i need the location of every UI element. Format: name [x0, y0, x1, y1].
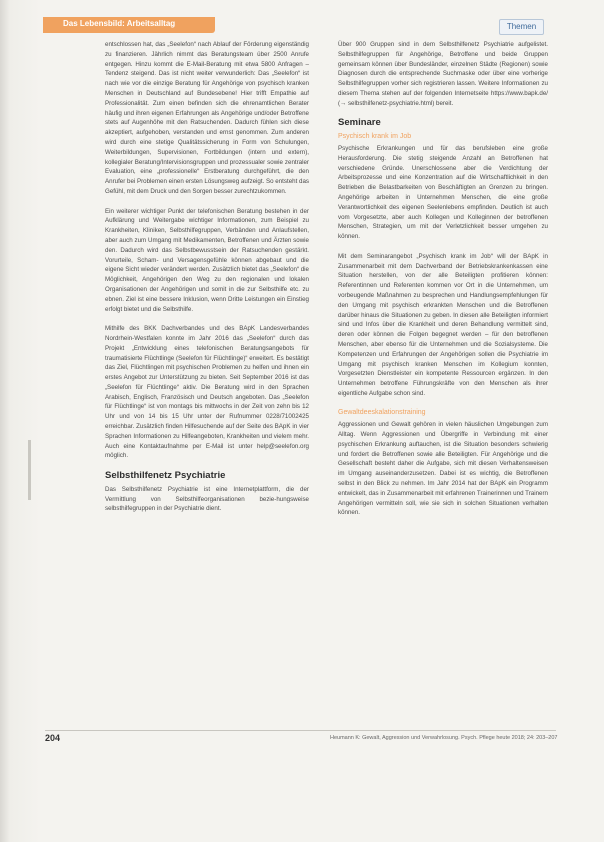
left-paragraph-2: Ein weiterer wichtiger Punkt der telefonischen Beratung bestehen in der Aufklärung und Weitergabe wichtiger Informationen, zum Beispiel zu Krankheiten, Kliniken, Selbsthilfegruppen, Verbänden und Anlaufstellen, aber auch zum Umgang mit Medikamenten, Betroffenen und Ärzten sowie den. Dadurch wird das Selbstbewusstsein der Ratsuchenden gestärkt. Vorurteile, Scham- und Versagensgefühle können abgebaut und die eigene Sicht wieder verändert werden. Zusätzlich bietet das „Seelefon“ die Möglichkeit, Angehörigen den Weg zu den regionalen und lokalen Organisationen der Angehörigen und somit in die zur Selbsthilfe etc. zu ebnen. Ziel ist eine bessere Inklusion, wenn Dritte Leistungen ein Einstieg erfolgt bietet und die Selbsthilfe.	[105, 207, 309, 313]
right-paragraph-1: Psychische Erkrankungen und für das berufsleben eine große Herausforderung. Die stetig steigende Anzahl an Betroffenen hat verschiedene Gründe. Unerschlossene aber die Verdichtung der Arbeitsprozesse und eine Konzentration auf die Wirtschaftlichkeit in den Betrieben die Belastbarkeiten von Beschäftigten an Grenzen zu bringen. Angehörige arbeiten in Unternehmen Menschen, die eine große Verantwortlichkeit des eigenen Seelenlebens empfinden. Deutlich ist auch vom Vorgesetzte, aber auch Kollegen und Kolleginnen der betroffenen Menschen, Strategien, um mit der Verletzlichkeit besser umgehen zu können.	[338, 144, 548, 241]
section-header-bar	[43, 17, 215, 33]
left-paragraph-4: Das Selbsthilfenetz Psychiatrie ist eine Internetplattform, die der Vermittlung von Selbsthilfeorganisationen bezie-hungsweise selbsthilfegruppen in der Psychiatrie dient.	[105, 485, 309, 513]
left-paragraph-1: entschlossen hat, das „Seelefon“ nach Ablauf der Förderung eigenständig zu finanzieren. Jährlich nimmt das Beratungsteam über 2500 Anrufe entgegen. Hinzu kommt die E-Mail-Beratung mit etwa 5800 Anfragen – Tendenz steigend. Das ist nicht weiter verwunderlich: Das „Seelefon“ ist nach wie vor die einzige Beratung für Angehörige von psychisch kranken Menschen in Deutschland auf Bundesebene! Hier trifft Empathie auf Professionalität. Zum einen befinden sich die ehrenamtlichen Berater häufig und ihren eigenen Erfahrungen als Angehörige und/oder Betroffene stets auf Augenhöhe mit den Ratsuchenden. Dadurch fühlen sich diese akzeptiert, aufgehoben, verstanden und ernst genommen. Zum anderen wird durch eine stetige Qualitätssicherung in Form von Schulungen, Weiterbildungen, Supervisionen, Fortbildungen (intern und extern), kollegialer Beratung/Intervisionsgruppen und prozessualer sowie zentraler Evaluation, eine „professionelle“ Erstberatung durchgeführt, die den Anrufer bei Problemen einen ersten Lösungsweg aufzeigt. So entsteht das Gefühl, mit dem Druck und den Sorgen besser zurechtzukommen.	[105, 41, 309, 195]
heading-selbsthilfenetz: Selbsthilfenetz Psychiatrie	[105, 470, 226, 482]
heading-seminare: Seminare	[338, 117, 381, 129]
footer-citation: Heumann K: Gewalt, Aggression und Verwahrlosung. Psych. Pflege heute 2018; 24: 203–207	[330, 735, 558, 741]
right-intro-paragraph: Über 900 Gruppen sind in dem Selbsthilfenetz Psychiatrie aufgelistet. Selbsthilfegruppen für Angehörige, Betroffene und beide Gruppen gemeinsam können über Bundesländer, einzelnen Städte (Regionen) sowie Diagnosen durch die entsprechende Suchmaske oder über eine vorherige Selbsthilfegruppen vorher sich registrieren lassen. Weitere Informationen zu diesem Thema stehen auf der folgenden Internetseite https://www.bapk.de/ (→ selbsthilfenetz-psychiatrie.html) bereit.	[338, 41, 548, 107]
right-paragraph-3: Aggressionen und Gewalt gehören in vielen häuslichen Umgebungen zum Alltag. Wenn Aggressionen und Übergriffe in Verbindung mit einer psychischen Erkrankung auftauchen, ist die Situation besonders schwierig und fordert die Betroffenen sowie alle Beteiligten. Für Angehörige und die Gesellschaft besteht daher die Aufgabe, sich mit diesen Verhaltensweisen im Umgang auseinanderzusetzen. Dabei ist es wichtig, die Betroffenen selbst in den Blick zu nehmen. Im Jahr 2014 hat der BApK ein Programm entwickelt, das in Zusammenarbeit mit erfahrenen Trainerinnen und Trainern Angehörigen vermitteln soll, wie sie sich in solchen Situationen verhalten können.	[338, 421, 548, 517]
page-number: 204	[45, 733, 61, 743]
subheading-psychisch-krank: Psychisch krank im Job	[338, 133, 412, 141]
left-paragraph-3: Mithilfe des BKK Dachverbandes und des BApK Landesverbandes Nordrhein-Westfalen konnte im Jahr 2016 das „Seelefon“ durch das Projekt „Entwicklung eines telefonischen Beratungsangebots für traumatisierte Flüchtlinge (Seelefon für Flüchtlinge)“ erweitert. Es bestätigt das Ziel, Flüchtlingen mit psychischen Problemen zu helfen und ihnen ein erstes Angebot zur Unterstützung zu bieten. Seit September 2016 ist das „Seelefon für Flüchtlinge“ aktiv. Die Beratung wird in den Sprachen Arabisch, Englisch, Französisch und Deutsch angeboten. Das „Seelefon für Flüchtlinge“ ist von montags bis mittwochs in der Zeit von zehn bis 12 Uhr und von 14 bis 15 Uhr unter der Rufnummer 0228/71002425 erreichbar. Zusätzlich finden Hilfesuchende auf der Seite des BApK in vier Sprachen Informationen zu Hilfeangeboten, Krankheiten und vielem mehr. Auch eine Kontaktaufnahme per E-Mail ist unter help@seelefon.org möglich.	[105, 325, 309, 460]
subheading-gewaltdeeskalation: Gewaltdeeskalationstraining	[338, 409, 426, 417]
right-paragraph-2: Mit dem Seminarangebot „Psychisch krank im Job“ will der BApK in Zusammenarbeit mit dem Dachverband der Betriebskrankenkassen eine Situation herstellen, von der alle Beteiligten profitieren können: Referentinnen und Referenten kommen vor Ort in die Unternehmen, um vorbeugende Maßnahmen zu besprechen und Handlungsempfehlungen für den Umgang mit psychisch erkrankten Menschen und die Betroffenen darüber hinaus die Situationen zu geben. In diesen alle Beteiligten informiert sind und Infos über die Krankheit und deren Behandlung vermittelt sind, deren oder können die Folgen begegnet werden – für den betroffenen Menschen, aber ebenso für die Unternehmen und die Sozialsysteme. Die Kompetenzen und Erfahrungen der Angehörigen sollen die Psychiatrie im Umgang mit psychisch kranken Menschen im Kollegium konnten, Vorgesetzten Dienstleister ein kompetente Ressourcen ergänzen. In den Unternehmen betroffene Führungskräfte von den Menschen als ihrer eigentliche Aufgabe schon sind.	[338, 252, 548, 397]
section-header-title: Das Lebensbild: Arbeitsalltag	[63, 19, 176, 28]
right-column	[338, 40, 548, 528]
left-column	[105, 40, 309, 524]
margin-marker	[28, 440, 31, 500]
section-tag: Themen	[499, 19, 544, 35]
